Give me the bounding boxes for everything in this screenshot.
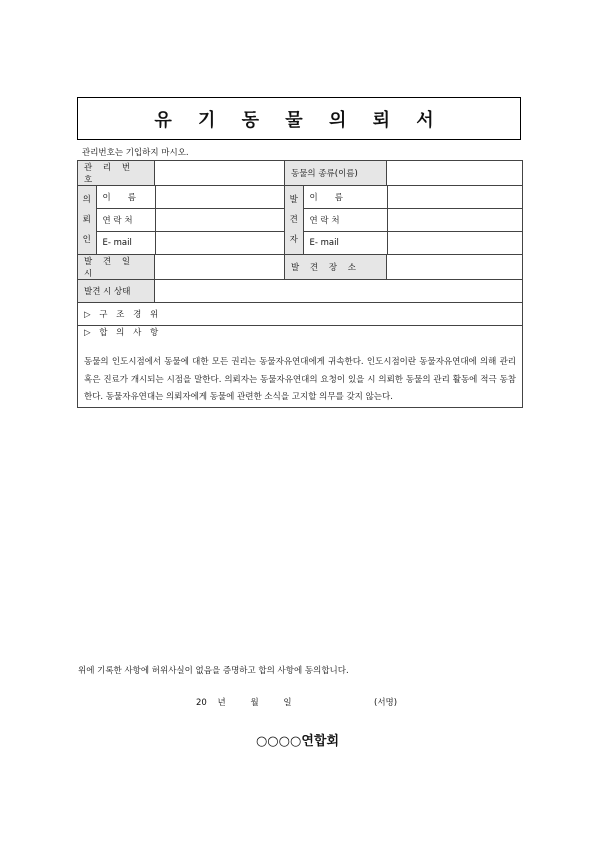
title-box <box>77 97 521 140</box>
finder-side-label: 발 견 자 <box>285 186 303 254</box>
row-contacts <box>78 186 523 255</box>
field-requester-name[interactable] <box>155 186 284 209</box>
agreement-heading: ▷ 합 의 사 항 <box>84 328 162 338</box>
requester-side-label: 의 뢰 인 <box>78 186 96 254</box>
field-management-number[interactable] <box>155 161 285 186</box>
label-found-state: 발견 시 상태 <box>78 280 155 303</box>
label-finder-name: 이 름 <box>303 186 387 209</box>
rescue-heading: ▷ 구 조 경 위 <box>84 310 162 320</box>
signature-label: (서명) <box>374 698 398 708</box>
field-animal-species[interactable] <box>387 161 523 186</box>
label-found-date: 발 견 일 시 <box>78 255 155 280</box>
date-year-prefix: 20 <box>196 698 207 708</box>
row-rescue <box>78 303 523 326</box>
label-animal-species: 동물의 종류(이름) <box>285 161 387 186</box>
field-found-place[interactable] <box>387 255 523 280</box>
request-form-table <box>77 160 523 408</box>
field-finder-name[interactable] <box>387 186 522 209</box>
label-finder-contact: 연 락 처 <box>303 209 387 232</box>
row-agreement <box>78 326 523 408</box>
row-management <box>78 161 523 186</box>
declaration-text: 위에 기록한 사항에 허위사실이 없음을 증명하고 합의 사항에 동의합니다. <box>78 666 349 676</box>
date-year-unit: 년 <box>217 698 226 708</box>
label-requester-name: 이 름 <box>96 186 155 209</box>
field-requester-contact[interactable] <box>155 209 284 232</box>
agreement-section <box>78 326 523 408</box>
label-management-number: 관 리 번 호 <box>78 161 155 186</box>
rescue-section[interactable] <box>78 303 523 326</box>
label-found-place: 발 견 장 소 <box>285 255 387 280</box>
management-note: 관리번호는 기입하지 마시오. <box>82 148 189 158</box>
date-month-unit: 월 <box>250 698 259 708</box>
document-title: 유 기 동 물 의 뢰 서 <box>154 109 444 131</box>
field-found-date[interactable] <box>155 255 285 280</box>
label-finder-email: E- mail <box>303 232 387 255</box>
label-requester-contact: 연 락 처 <box>96 209 155 232</box>
agreement-text: 동물의 인도시점에서 동물에 대한 모든 권리는 동물자유연대에게 귀속한다. 인도시점이란 동물자유연대에 의해 관리 혹은 진료가 개시되는 시점을 말한다. 의뢰자는 동물자유연대의 요청이 있을 시 의뢰한 동물의 관리 활동에 적극 동참한다. 동물자유연대는 의뢰자에게 동물에 관련한 소식을 고지할 의무를 갖지 않는다. <box>84 357 516 402</box>
field-found-state[interactable] <box>155 280 523 303</box>
date-day-unit: 일 <box>283 698 292 708</box>
field-requester-email[interactable] <box>155 232 284 255</box>
field-finder-contact[interactable] <box>387 209 522 232</box>
row-found <box>78 255 523 280</box>
row-found-state <box>78 280 523 303</box>
organization-name: ○○○○연합회 <box>255 734 340 749</box>
finder-block <box>285 186 522 254</box>
field-finder-email[interactable] <box>387 232 522 255</box>
label-requester-email: E- mail <box>96 232 155 255</box>
date-line <box>196 696 292 708</box>
requester-block <box>78 186 284 254</box>
